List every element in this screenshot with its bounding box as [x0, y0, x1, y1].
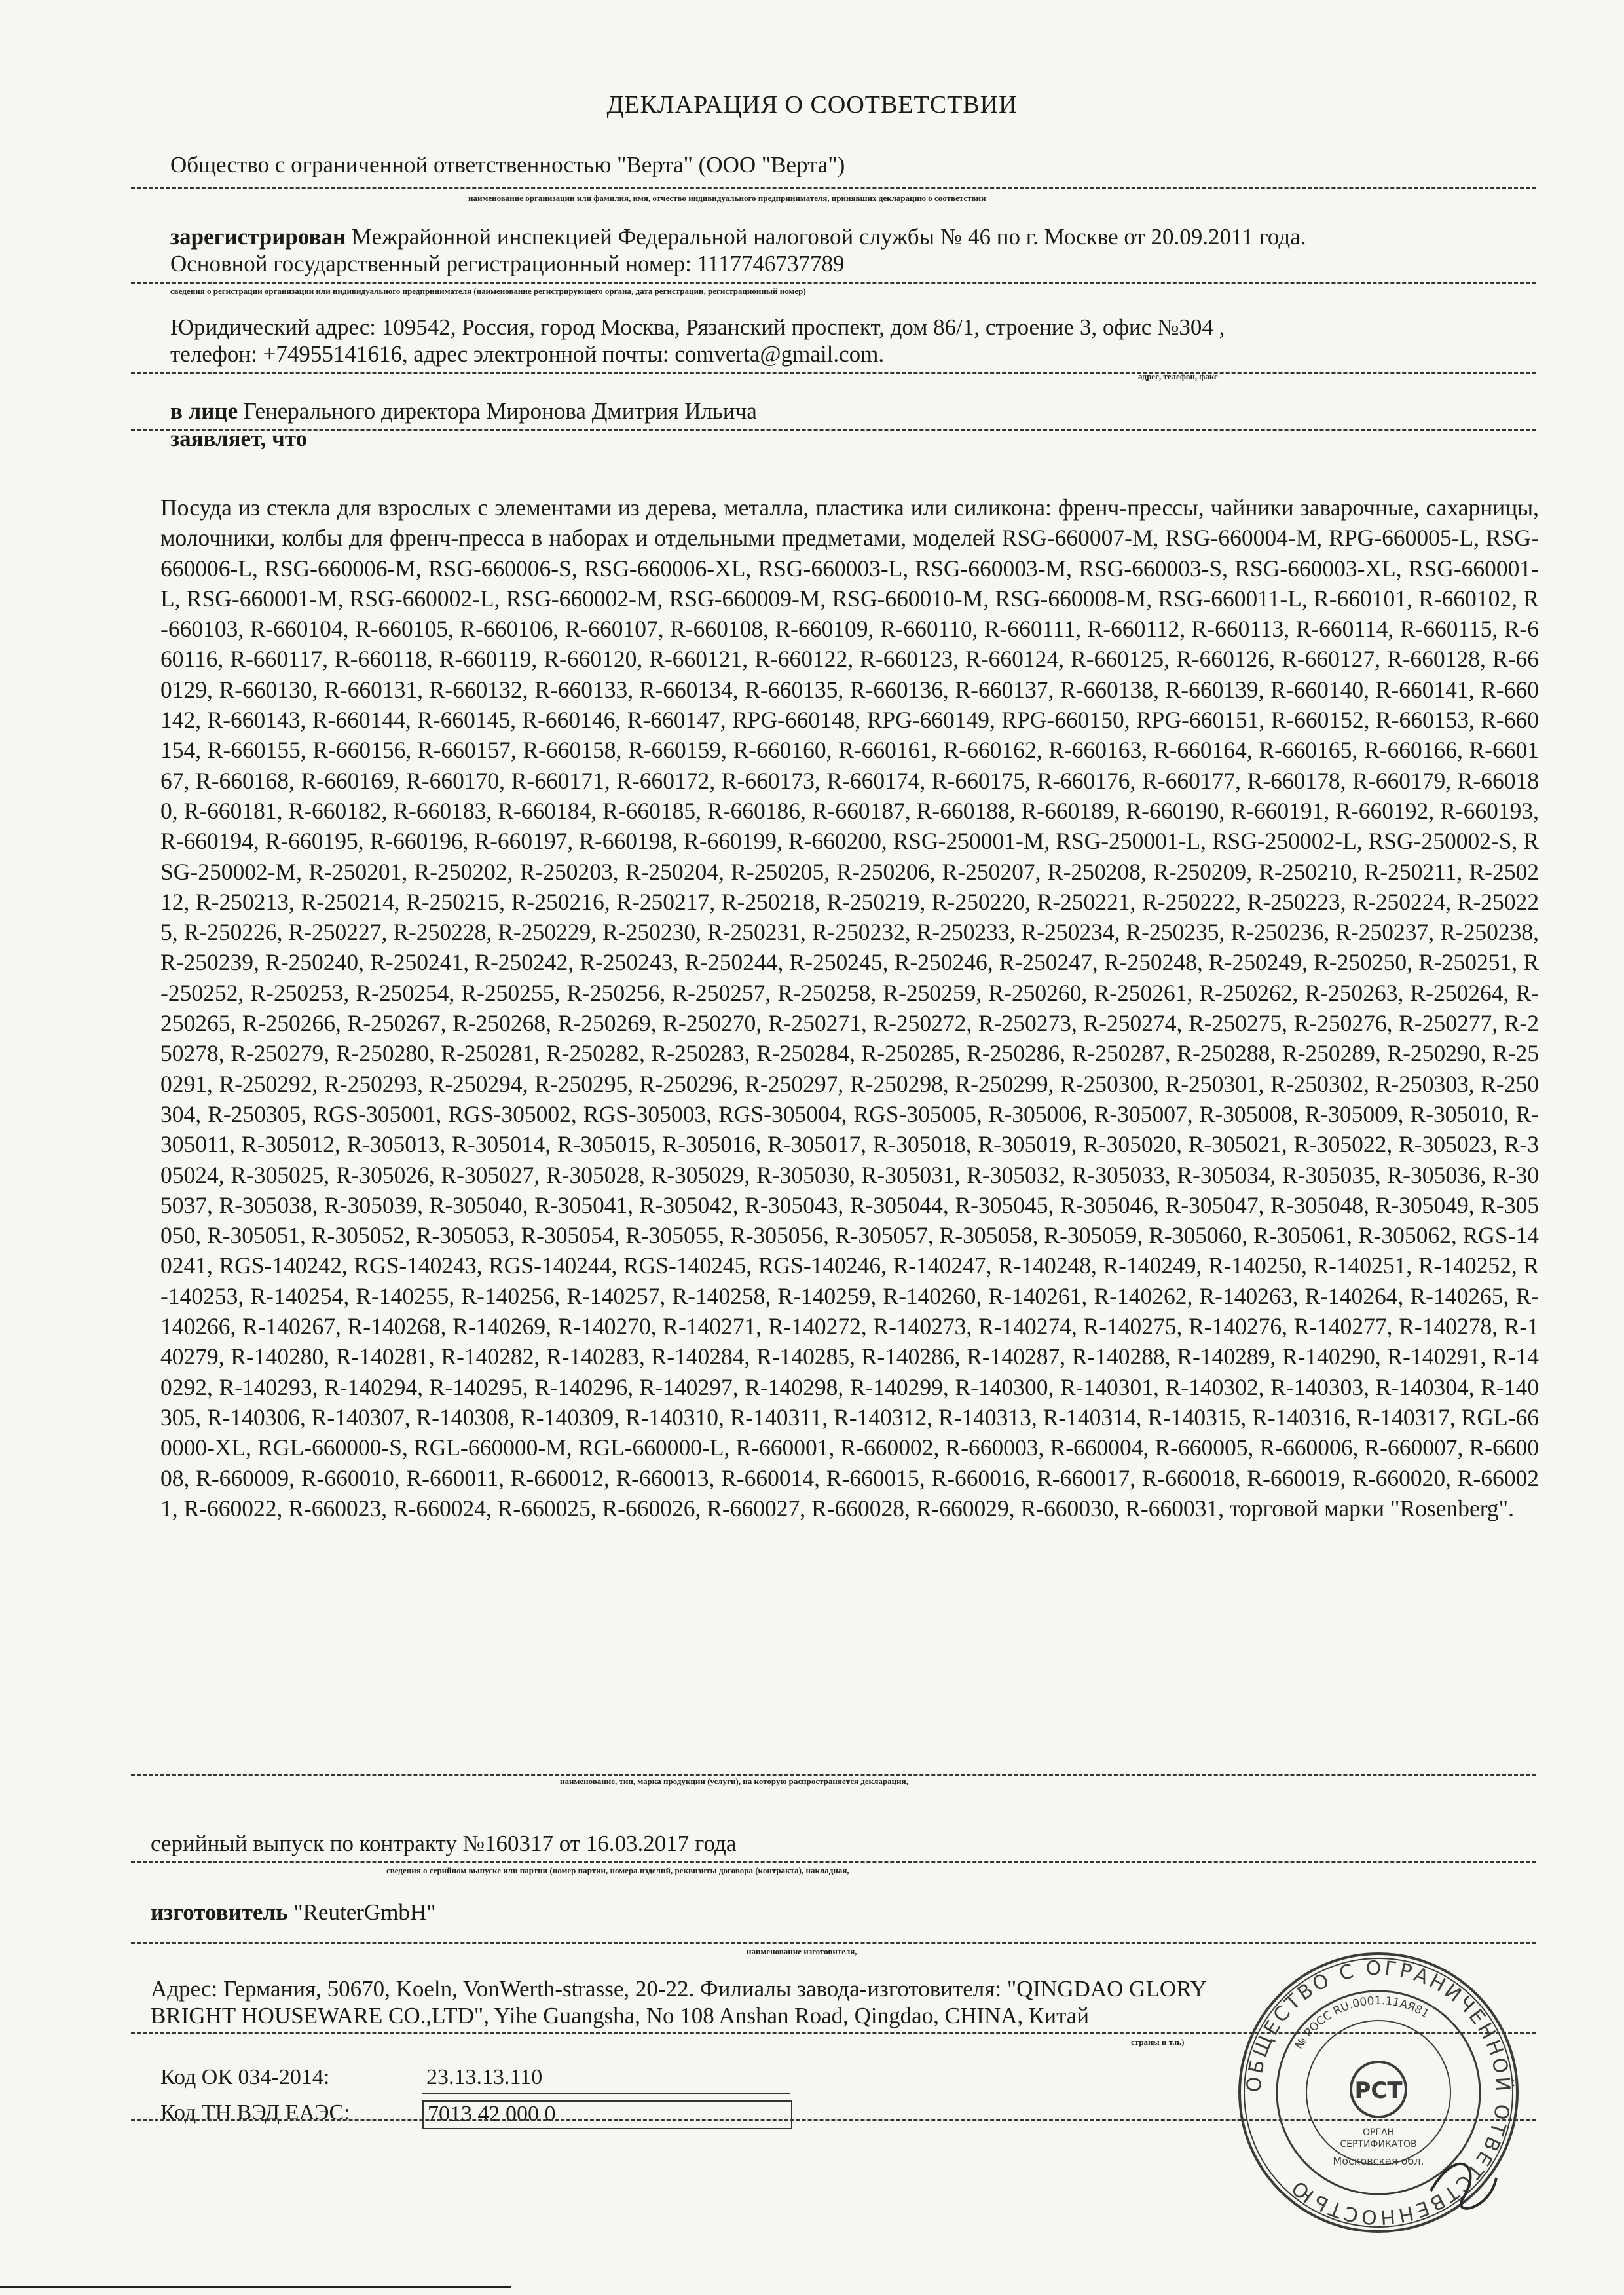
bottom-edge-line [0, 2286, 511, 2288]
seal-center-text: РСТ [1354, 2078, 1403, 2104]
representative-label: в лице [170, 398, 238, 424]
manufacturer-line [151, 1899, 436, 1926]
manufacturer-name: "ReuterGmbH" [287, 1899, 436, 1925]
document-title: ДЕКЛАРАЦИЯ О СООТВЕТСТВИИ [606, 91, 1018, 119]
legal-address-line2: телефон: +74955141616, адрес электронной почты: comverta@gmail.com. [170, 341, 885, 367]
tn-code-label: Код ТН ВЭД ЕАЭС: [160, 2100, 350, 2125]
manufacturer-label: изготовитель [151, 1899, 288, 1925]
divider [131, 429, 1536, 431]
tn-code-value: 7013 42 000 0 [422, 2100, 792, 2129]
seal-inner-text: № РОСС RU.0001.11АЯ81 [1292, 1994, 1431, 2052]
company-seal-stamp [1234, 1949, 1522, 2237]
organization-name: Общество с ограниченной ответственностью "Верта" (ООО "Верта") [170, 152, 845, 177]
caption-address: адрес, телефон, факс [1138, 371, 1218, 381]
divider [131, 187, 1536, 189]
ok-code-label: Код ОК 034-2014: [160, 2065, 330, 2089]
caption-registration: сведения о регистрации организации или индивидуального предпринимателя (наименование регистрирующего органа, дата регистрации, регистрационный номер) [170, 286, 806, 296]
ok-code-value: 23.13.13.110 [422, 2065, 790, 2094]
legal-address-line1: Юридический адрес: 109542, Россия, город Москва, Рязанский проспект, дом 86/1, строение 3, офис №304 , [170, 314, 1225, 340]
divider [131, 372, 1536, 374]
caption-country: страны и т.п.) [1131, 2037, 1185, 2047]
divider [131, 1861, 1536, 1863]
caption-organization: наименование организации или фамилия, имя, отчество индивидуального предпринимателя, принявших декларацию о соответствии [468, 193, 986, 203]
caption-manufacturer: наименование изготовителя, [747, 1947, 857, 1956]
registration-line [170, 224, 1306, 250]
divider [131, 1774, 1536, 1776]
caption-product: наименование, тип, марка продукции (услуги), на которую распространяется декларация, [560, 1776, 908, 1786]
declares-label: заявляет, что [170, 426, 308, 451]
seal-small-text-1: ОРГАН [1362, 2127, 1395, 2138]
divider [131, 282, 1536, 284]
registration-label: зарегистрирован [170, 224, 346, 250]
seal-ring-text: ОБЩЕСТВО С ОГРАНИЧЕННОЙ ОТВЕТСТВЕННОСТЬЮ [1242, 1956, 1515, 2229]
product-description: Посуда из стекла для взрослых с элементами из дерева, металла, пластика или силикона: френч-прессы, чайники заварочные, сахарницы, молочники, колбы для френч-пресса в наборах и отдельными предметами, моделей RSG-660007-M, RSG-660004-M, RPG-660005-L, RSG-660006-L, RSG-660006-M, RSG-660006-S, RSG-660006-XL, RSG-660003-L, RSG-660003-M, RSG-660003-S, RSG-660003-XL, RSG-660001-L, RSG-660001-M, RSG-660002-L, RSG-660002-M, RSG-660009-M, RSG-660010-M, RSG-660008-M, RSG-660011-L, R-660101, R-660102, R-660103, R-660104, R-660105, R-660106, R-660107, R-660108, R-660109, R-660110, R-660111, R-660112, R-660113, R-660114, R-660115, R-660116, R-660117, R-660118, R-660119, R-660120, R-660121, R-660122, R-660123, R-660124, R-660125, R-660126, R-660127, R-660128, R-660129, R-660130, R-660131, R-660132, R-660133, R-660134, R-660135, R-660136, R-660137, R-660138, R-660139, R-660140, R-660141, R-660142, R-660143, R-660144, R-660145, R-660146, R-660147, RPG-660148, RPG-660149, RPG-660150, RPG-660151, R-660152, R-660153, R-660154, R-660155, R-660156, R-660157, R-660158, R-660159, R-660160, R-660161, R-660162, R-660163, R-660164, R-660165, R-660166, R-660167, R-660168, R-660169, R-660170, R-660171, R-660172, R-660173, R-660174, R-660175, R-660176, R-660177, R-660178, R-660179, R-660180, R-660181, R-660182, R-660183, R-660184, R-660185, R-660186, R-660187, R-660188, R-660189, R-660190, R-660191, R-660192, R-660193, R-660194, R-660195, R-660196, R-660197, R-660198, R-660199, R-660200, RSG-250001-M, RSG-250001-L, RSG-250002-L, RSG-250002-S, RSG-250002-M, R-250201, R-250202, R-250203, R-250204, R-250205, R-250206, R-250207, R-250208, R-250209, R-250210, R-250211, R-250212, R-250213, R-250214, R-250215, R-250216, R-250217, R-250218, R-250219, R-250220, R-250221, R-250222, R-250223, R-250224, R-250225, R-250226, R-250227, R-250228, R-250229, R-250230, R-250231, R-250232, R-250233, R-250234, R-250235, R-250236, R-250237, R-250238, R-250239, R-250240, R-250241, R-250242, R-250243, R-250244, R-250245, R-250246, R-250247, R-250248, R-250249, R-250250, R-250251, R-250252, R-250253, R-250254, R-250255, R-250256, R-250257, R-250258, R-250259, R-250260, R-250261, R-250262, R-250263, R-250264, R-250265, R-250266, R-250267, R-250268, R-250269, R-250270, R-250271, R-250272, R-250273, R-250274, R-250275, R-250276, R-250277, R-250278, R-250279, R-250280, R-250281, R-250282, R-250283, R-250284, R-250285, R-250286, R-250287, R-250288, R-250289, R-250290, R-250291, R-250292, R-250293, R-250294, R-250295, R-250296, R-250297, R-250298, R-250299, R-250300, R-250301, R-250302, R-250303, R-250304, R-250305, RGS-305001, RGS-305002, RGS-305003, RGS-305004, RGS-305005, R-305006, R-305007, R-305008, R-305009, R-305010, R-305011, R-305012, R-305013, R-305014, R-305015, R-305016, R-305017, R-305018, R-305019, R-305020, R-305021, R-305022, R-305023, R-305024, R-305025, R-305026, R-305027, R-305028, R-305029, R-305030, R-305031, R-305032, R-305033, R-305034, R-305035, R-305036, R-305037, R-305038, R-305039, R-305040, R-305041, R-305042, R-305043, R-305044, R-305045, R-305046, R-305047, R-305048, R-305049, R-305050, R-305051, R-305052, R-305053, R-305054, R-305055, R-305056, R-305057, R-305058, R-305059, R-305060, R-305061, R-305062, RGS-140241, RGS-140242, RGS-140243, RGS-140244, RGS-140245, RGS-140246, R-140247, R-140248, R-140249, R-140250, R-140251, R-140252, R-140253, R-140254, R-140255, R-140256, R-140257, R-140258, R-140259, R-140260, R-140261, R-140262, R-140263, R-140264, R-140265, R-140266, R-140267, R-140268, R-140269, R-140270, R-140271, R-140272, R-140273, R-140274, R-140275, R-140276, R-140277, R-140278, R-140279, R-140280, R-140281, R-140282, R-140283, R-140284, R-140285, R-140286, R-140287, R-140288, R-140289, R-140290, R-140291, R-140292, R-140293, R-140294, R-140295, R-140296, R-140297, R-140298, R-140299, R-140300, R-140301, R-140302, R-140303, R-140304, R-140305, R-140306, R-140307, R-140308, R-140309, R-140310, R-140311, R-140312, R-140313, R-140314, R-140315, R-140316, R-140317, RGL-660000-XL, RGL-660000-S, RGL-660000-M, RGL-660000-L, R-660001, R-660002, R-660003, R-660004, R-660005, R-660006, R-660007, R-660008, R-660009, R-660010, R-660011, R-660012, R-660013, R-660014, R-660015, R-660016, R-660017, R-660018, R-660019, R-660020, R-660021, R-660022, R-660023, R-660024, R-660025, R-660026, R-660027, R-660028, R-660029, R-660030, R-660031, торговой марки "Rosenberg". [160, 494, 1540, 1521]
manufacturer-address-line1: Адрес: Германия, 50670, Koeln, VonWerth-strasse, 20-22. Филиалы завода-изготовителя: "QINGDAO GLORY [151, 1976, 1207, 2002]
manufacturer-address-line2: BRIGHT HOUSEWARE CO.,LTD", Yihe Guangsha, No 108 Anshan Road, Qingdao, CHINA, Китай [151, 2003, 1090, 2028]
seal-region-text: Московская обл. [1333, 2155, 1424, 2167]
representative-text: Генерального директора Миронова Дмитрия Ильича [238, 398, 757, 424]
serial-release: серийный выпуск по контракту №160317 от 16.03.2017 года [151, 1831, 737, 1856]
representative-line [170, 398, 757, 424]
seal-small-text-2: СЕРТИФИКАТОВ [1340, 2139, 1417, 2150]
ogrn-line: Основной государственный регистрационный номер: 1117746737789 [170, 251, 845, 276]
caption-serial: сведения о серийном выпуске или партии (номер партии, номера изделий, реквизиты договора (контракта), накладная, [386, 1865, 849, 1875]
divider [131, 1942, 1536, 1944]
registration-text: Межрайонной инспекцией Федеральной налоговой службы № 46 по г. Москве от 20.09.2011 года. [346, 224, 1306, 250]
